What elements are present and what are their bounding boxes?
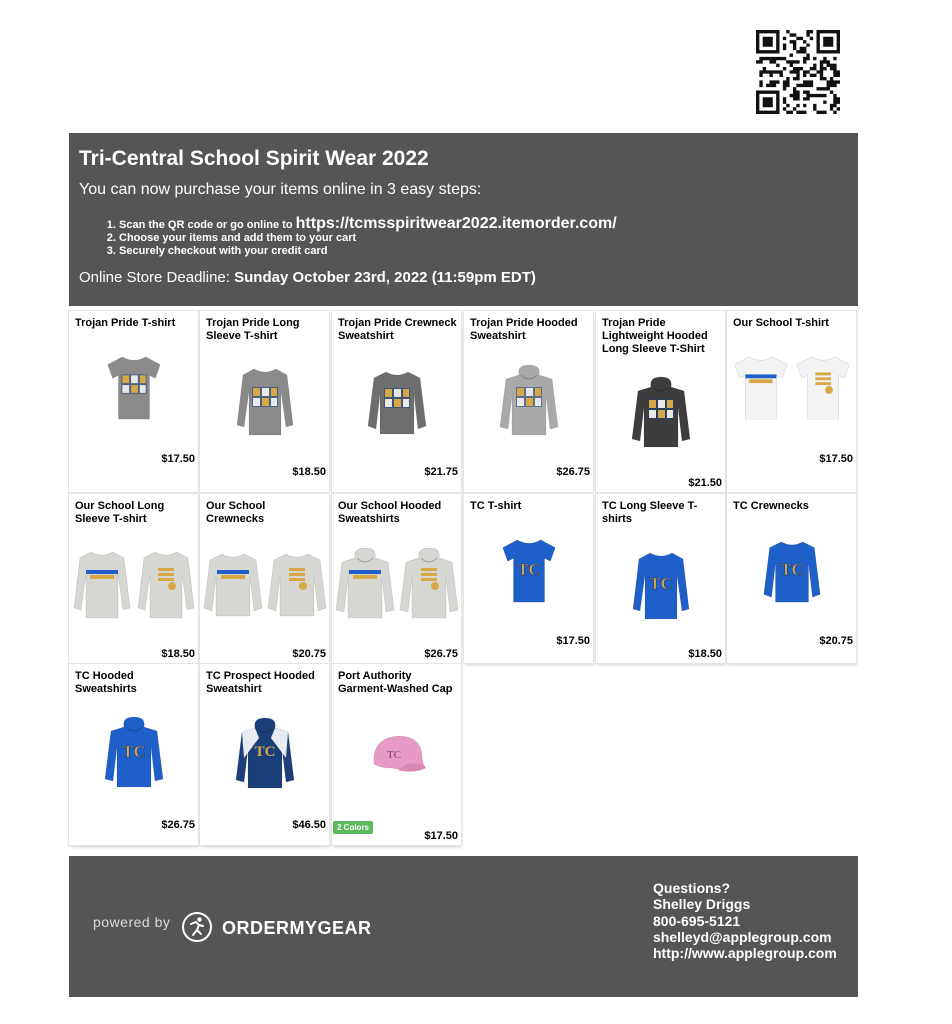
deadline-label: Online Store Deadline: — [79, 269, 230, 286]
product-price: $26.75 — [161, 819, 195, 831]
product-image[interactable] — [203, 548, 327, 620]
product-image[interactable] — [499, 536, 559, 606]
product-card[interactable] — [332, 664, 461, 845]
product-name[interactable]: Trojan Pride Crewneck Sweatshirt — [338, 317, 457, 342]
contact-phone[interactable]: 800-695-5121 — [653, 912, 741, 929]
svg-text:TC: TC — [648, 574, 673, 593]
product-price: $26.75 — [556, 466, 590, 478]
product-name[interactable]: TC Prospect Hooded Sweatshirt — [206, 670, 315, 695]
contact-info — [653, 880, 837, 961]
product-price: $21.75 — [424, 466, 458, 478]
product-image[interactable] — [235, 363, 295, 439]
svg-text:TC: TC — [121, 742, 146, 761]
contact-website[interactable]: http://www.applegroup.com — [653, 945, 837, 962]
product-price: $46.50 — [292, 819, 326, 831]
product-name[interactable]: Trojan Pride Hooded Sweatshirt — [470, 317, 578, 342]
product-card[interactable] — [200, 311, 329, 492]
deadline-value: Sunday October 23rd, 2022 (11:59pm EDT) — [234, 269, 536, 286]
step-item: 2. Choose your items and add them to your cart — [119, 232, 617, 245]
product-image[interactable] — [104, 716, 164, 790]
product-image[interactable] — [762, 536, 822, 606]
product-card[interactable] — [596, 494, 725, 663]
product-image[interactable] — [368, 728, 428, 778]
product-card[interactable] — [69, 311, 198, 492]
product-name[interactable]: Our School Crewnecks — [206, 500, 266, 525]
store-header — [69, 133, 858, 306]
deadline — [79, 269, 536, 286]
product-name[interactable]: Our School Long Sleeve T-shirt — [75, 500, 165, 525]
product-card[interactable] — [332, 311, 461, 492]
svg-text:TC: TC — [517, 559, 540, 579]
product-name[interactable]: Trojan Pride Lightweight Hooded Long Sleeve T-Shirt — [602, 317, 708, 355]
product-image[interactable] — [631, 375, 691, 451]
product-name[interactable]: Our School Hooded Sweatshirts — [338, 500, 442, 525]
product-name[interactable]: Trojan Pride Long Sleeve T-shirt — [206, 317, 300, 342]
product-image[interactable] — [235, 716, 295, 792]
product-card[interactable] — [727, 494, 856, 663]
product-price: $17.50 — [819, 453, 853, 465]
product-name[interactable]: Our School T-shirt — [733, 317, 829, 329]
product-card[interactable] — [69, 664, 198, 845]
steps-list — [79, 217, 617, 258]
product-price: $20.75 — [819, 635, 853, 647]
store-subtitle: You can now purchase your items online in 3 easy steps: — [79, 181, 482, 198]
product-price: $17.50 — [556, 635, 590, 647]
product-card[interactable] — [596, 311, 725, 492]
powered-by-text: powered by — [93, 914, 171, 930]
product-price: $26.75 — [424, 648, 458, 660]
product-price: $17.50 — [424, 830, 458, 842]
product-image[interactable] — [730, 353, 854, 423]
product-name[interactable]: TC Hooded Sweatshirts — [75, 670, 137, 695]
svg-text:TC: TC — [780, 559, 803, 579]
product-card[interactable] — [200, 494, 329, 663]
step-item: 3. Securely checkout with your credit card — [119, 245, 617, 258]
ordermygear-runner-icon — [181, 911, 213, 943]
product-price: $17.50 — [161, 453, 195, 465]
product-image[interactable] — [104, 353, 164, 423]
product-card[interactable] — [727, 311, 856, 492]
product-price: $18.50 — [688, 648, 722, 660]
product-name[interactable]: Port Authority Garment-Washed Cap — [338, 670, 453, 695]
product-image[interactable] — [367, 365, 427, 439]
ordermygear-logo-text[interactable]: ORDERMYGEAR — [222, 918, 372, 938]
product-image[interactable] — [499, 363, 559, 439]
product-image[interactable] — [72, 548, 196, 620]
product-image[interactable] — [335, 548, 459, 620]
product-card[interactable] — [69, 494, 198, 663]
product-card[interactable] — [200, 664, 329, 845]
product-price: $18.50 — [161, 648, 195, 660]
store-title: Tri-Central School Spirit Wear 2022 — [79, 147, 429, 170]
product-name[interactable]: Trojan Pride T-shirt — [75, 317, 176, 329]
product-price: $21.50 — [688, 477, 722, 489]
product-price: $20.75 — [292, 648, 326, 660]
color-options-badge[interactable]: 2 Colors — [333, 821, 373, 834]
svg-text:TC: TC — [386, 749, 402, 761]
store-url-link[interactable]: https://tcmsspiritwear2022.itemorder.com/ — [295, 215, 617, 232]
product-card[interactable] — [332, 494, 461, 663]
product-name[interactable]: TC Crewnecks — [733, 500, 809, 512]
step1-text: Scan the QR code or go online to — [119, 219, 293, 231]
product-name[interactable]: TC T-shirt — [470, 500, 522, 512]
product-image[interactable] — [631, 548, 691, 622]
step-item — [119, 217, 617, 232]
contact-name: Shelley Driggs — [653, 896, 751, 913]
product-card[interactable] — [464, 494, 593, 663]
footer — [69, 856, 858, 997]
svg-text:TC: TC — [254, 744, 275, 760]
contact-email[interactable]: shelleyd@applegroup.com — [653, 928, 832, 945]
product-card[interactable] — [464, 311, 593, 492]
product-name[interactable]: TC Long Sleeve T-shirts — [602, 500, 698, 525]
contact-heading: Questions? — [653, 880, 731, 896]
qr-code-icon — [756, 30, 840, 114]
product-price: $18.50 — [292, 466, 326, 478]
